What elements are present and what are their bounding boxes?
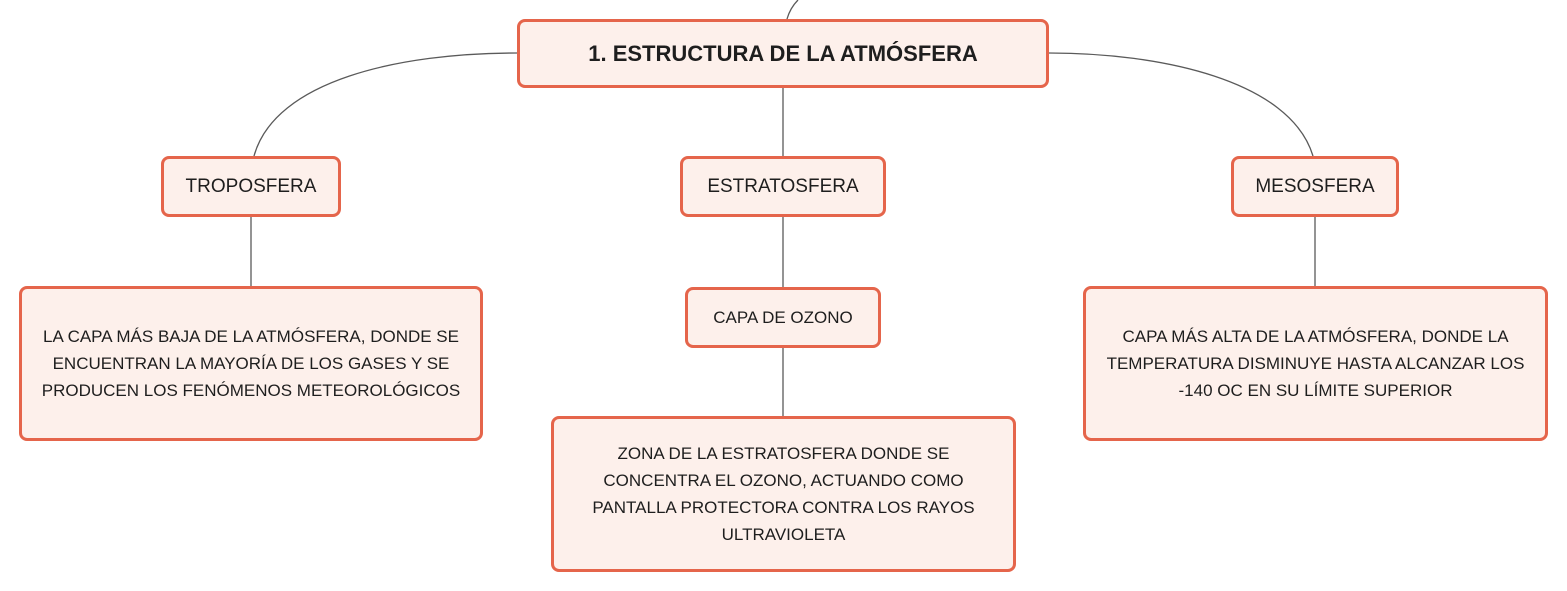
capa-de-ozono-label: CAPA DE OZONO [713, 307, 853, 327]
mesosfera-description-text: CAPA MÁS ALTA DE LA ATMÓSFERA, DONDE LA TEMPERATURA DISMINUYE HASTA ALCANZAR LOS -140 OC EN SU LÍMITE SUPERIOR [1106, 327, 1525, 400]
connector-parent-to-root [787, 0, 798, 19]
troposfera-description-text: LA CAPA MÁS BAJA DE LA ATMÓSFERA, DONDE SE ENCUENTRAN LA MAYORÍA DE LOS GASES Y SE PRODUCEN LOS FENÓMENOS METEOROLÓGICOS [41, 327, 461, 400]
mesosfera-node[interactable] [1231, 156, 1399, 217]
capa-de-ozono-description-node[interactable] [551, 416, 1016, 572]
root-topic-node[interactable] [517, 19, 1049, 88]
capa-de-ozono-node[interactable] [685, 287, 881, 348]
troposfera-description-node[interactable] [19, 286, 483, 441]
troposfera-node[interactable] [161, 156, 341, 217]
troposfera-label: TROPOSFERA [185, 175, 317, 197]
root-topic-label: 1. ESTRUCTURA DE LA ATMÓSFERA [588, 40, 978, 66]
capa-de-ozono-description-text: ZONA DE LA ESTRATOSFERA DONDE SE CONCENTRA EL OZONO, ACTUANDO COMO PANTALLA PROTECTORA CONTRA LOS RAYOS ULTRAVIOLETA [592, 444, 975, 544]
estratosfera-node[interactable] [680, 156, 886, 217]
mesosfera-description-node[interactable] [1083, 286, 1548, 441]
mesosfera-label: MESOSFERA [1255, 175, 1375, 197]
connector-root-to-mesosfera [1049, 53, 1313, 156]
connector-root-to-troposfera [254, 53, 517, 156]
estratosfera-label: ESTRATOSFERA [707, 175, 859, 197]
